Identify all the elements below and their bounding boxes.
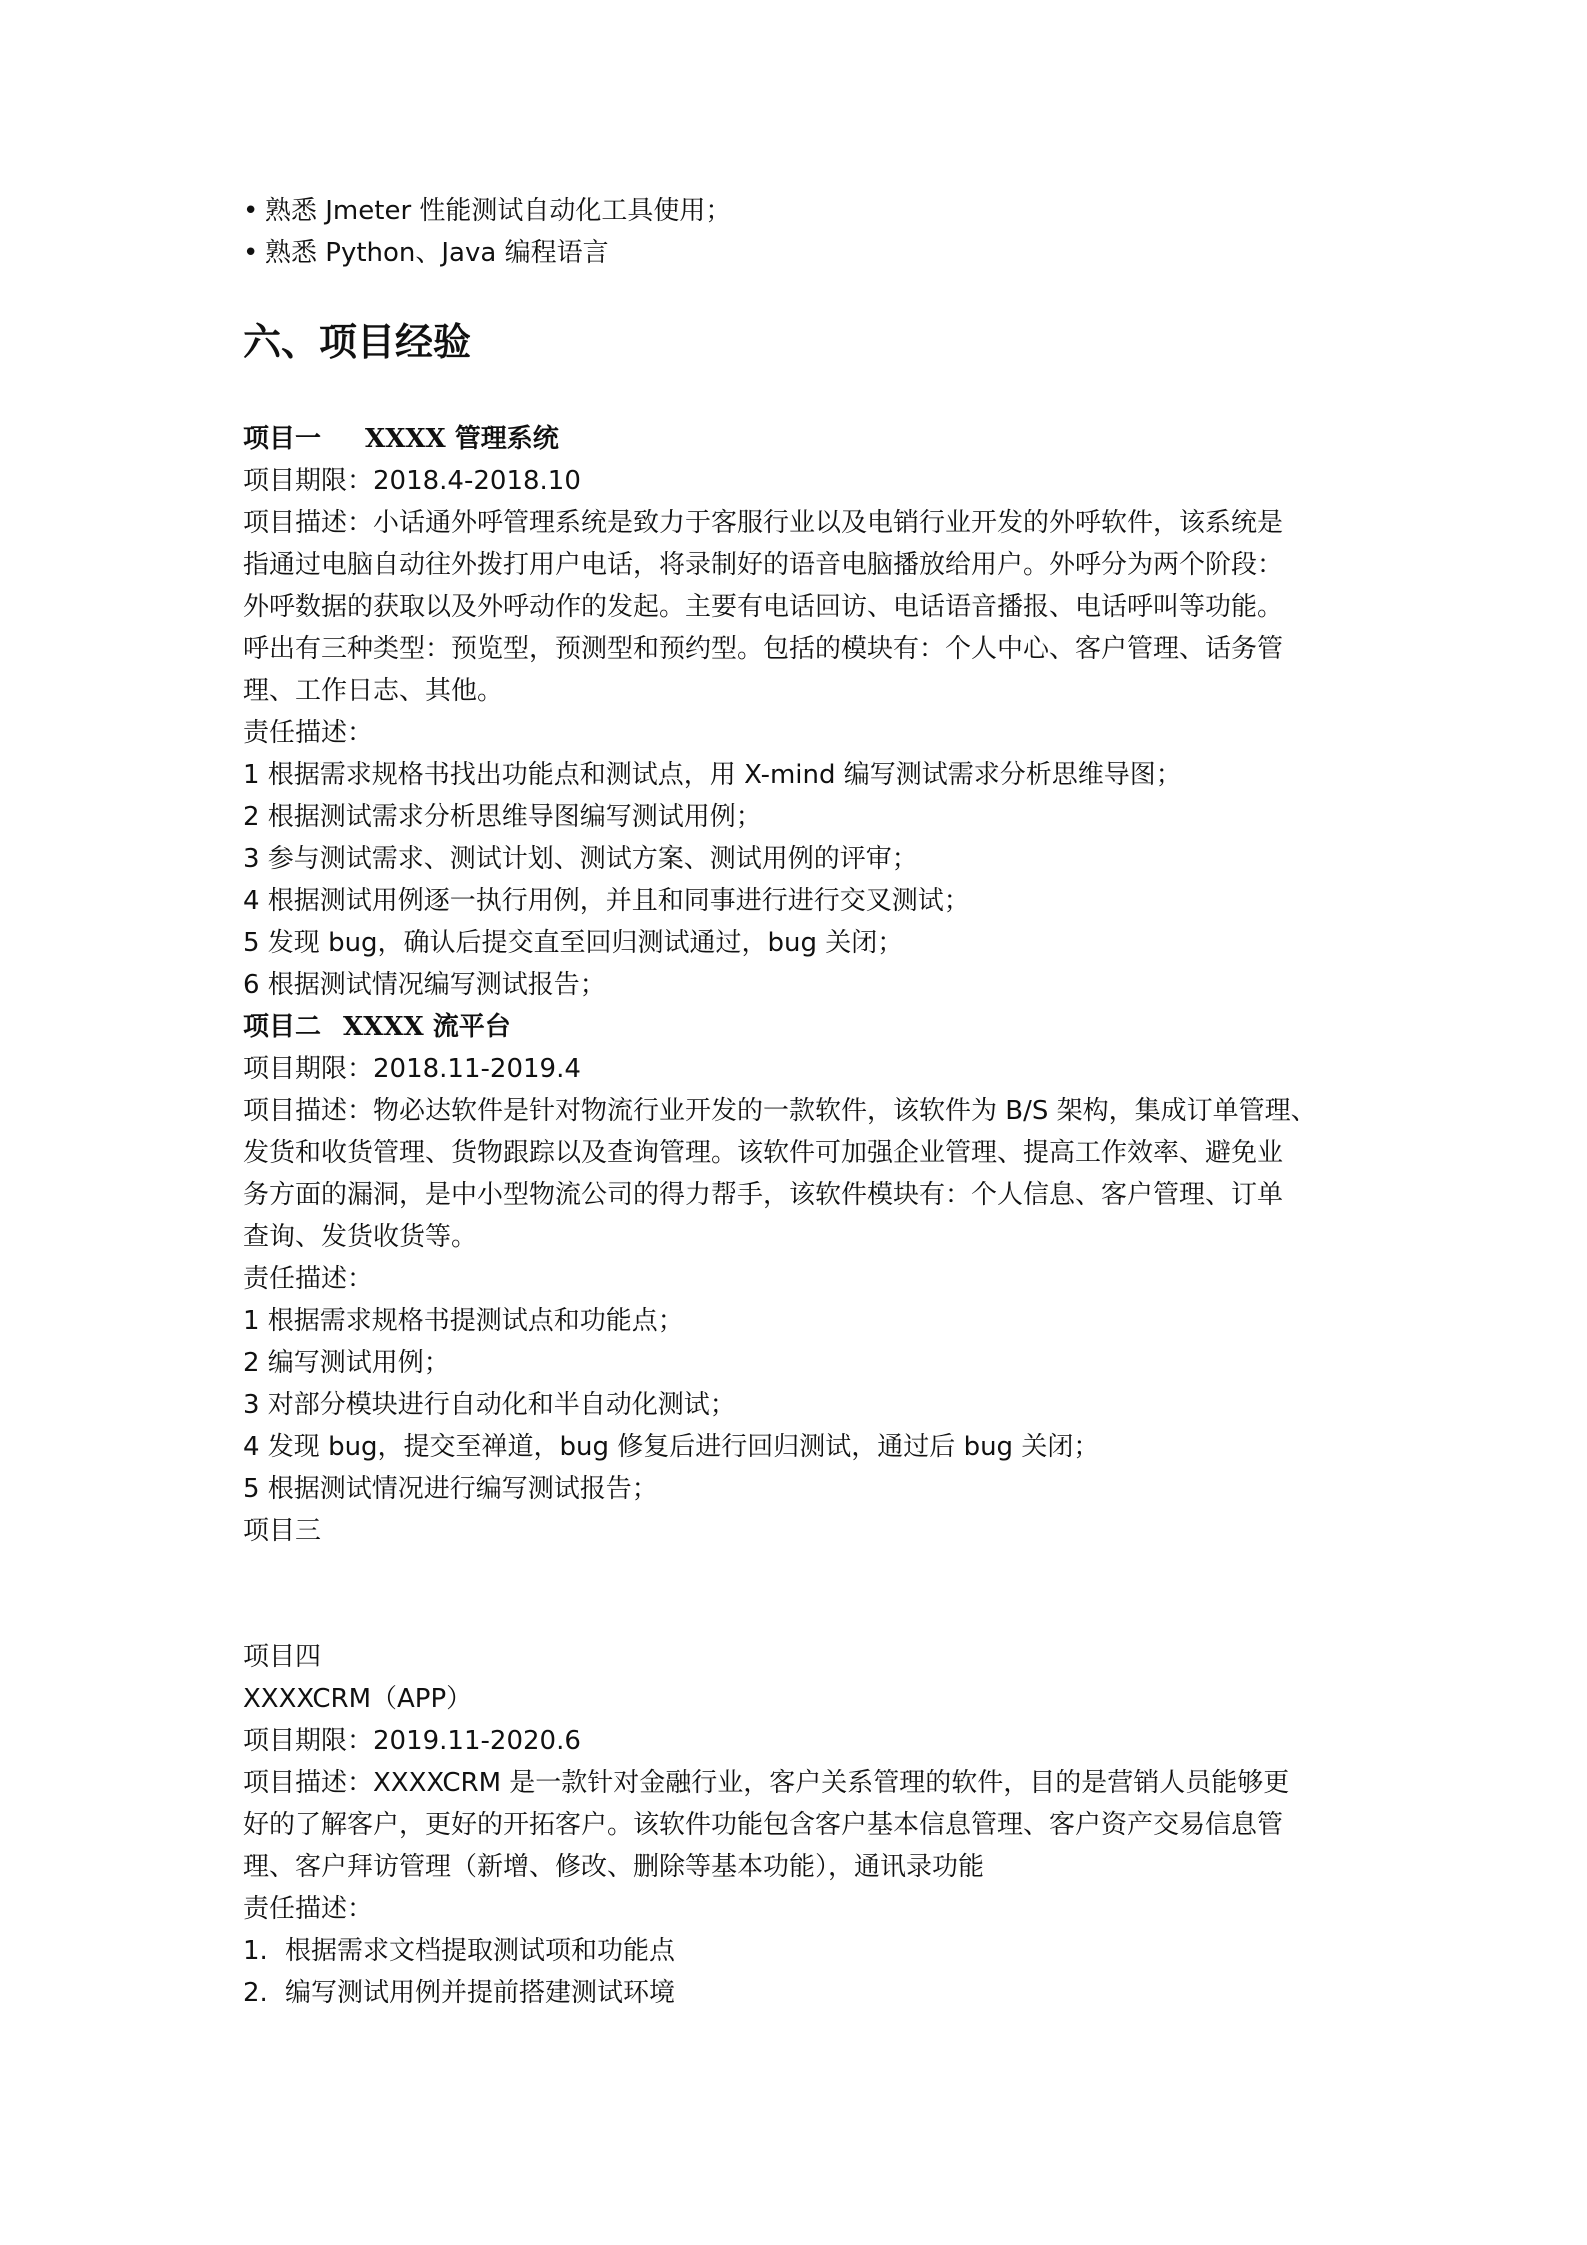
project-description-line: 指通过电脑自动往外拨打用户电话，将录制好的语音电脑播放给用户。外呼分为两个阶段： [243, 550, 1284, 580]
project-name: XXXX 管理系统 [365, 424, 559, 454]
responsibility-label: 责任描述： [243, 1264, 374, 1294]
project-description-line: 发货和收货管理、货物跟踪以及查询管理。该软件可加强企业管理、提高工作效率、避免业 [243, 1138, 1284, 1168]
responsibility-item [243, 1972, 1363, 2014]
skill-text: 熟悉 Jmeter 性能测试自动化工具使用； [265, 196, 732, 226]
project-description-line: 项目描述：XXXXCRM 是一款针对金融行业，客户关系管理的软件，目的是营销人员能够更 [243, 1768, 1290, 1798]
project-name: XXXXCRM（APP） [243, 1684, 473, 1714]
project-label: 项目四 [243, 1642, 322, 1672]
project-description-line: 好的了解客户，更好的开拓客户。该软件功能包含客户基本信息管理、客户资产交易信息管 [243, 1810, 1284, 1840]
project-description-line: 理、工作日志、其他。 [243, 676, 504, 706]
responsibility-item: 5 发现 bug，确认后提交直至回归测试通过，bug 关闭； [243, 928, 904, 958]
responsibility-item: 3 对部分模块进行自动化和半自动化测试； [243, 1390, 736, 1420]
responsibility-item: 4 根据测试用例逐一执行用例，并且和同事进行进行交叉测试； [243, 886, 970, 916]
list-number: 2. [243, 1978, 268, 2008]
project-description-line: 外呼数据的获取以及外呼动作的发起。主要有电话回访、电话语音播报、电话呼叫等功能。 [243, 592, 1284, 622]
project-label: 项目一 [243, 424, 322, 454]
responsibility-item: 4 发现 bug，提交至禅道，bug 修复后进行回归测试，通过后 bug 关闭； [243, 1432, 1100, 1462]
project-label: 项目三 [243, 1516, 322, 1546]
project-description-line: 查询、发货收货等。 [243, 1222, 478, 1252]
responsibility-item: 2 根据测试需求分析思维导图编写测试用例； [243, 802, 762, 832]
project-description-line: 理、客户拜访管理（新增、修改、删除等基本功能），通讯录功能 [243, 1852, 985, 1882]
responsibility-item: 1 根据需求规格书提测试点和功能点； [243, 1306, 684, 1336]
responsibility-item: 1 根据需求规格书找出功能点和测试点，用 X-mind 编写测试需求分析思维导图； [243, 760, 1182, 790]
project-description-line: 项目描述：物必达软件是针对物流行业开发的一款软件，该软件为 B/S 架构，集成订单管理、 [243, 1096, 1317, 1126]
project-period: 项目期限：2019.11-2020.6 [243, 1726, 581, 1756]
responsibility-item [243, 1930, 1363, 1972]
list-number: 1. [243, 1936, 268, 1966]
section-heading: 六、项目经验 [243, 320, 472, 364]
bullet-dot-icon: • [243, 238, 259, 268]
project-period: 项目期限：2018.4-2018.10 [243, 466, 581, 496]
skill-bullet-item [243, 232, 1363, 274]
responsibility-label: 责任描述： [243, 718, 374, 748]
responsibility-item: 2 编写测试用例； [243, 1348, 450, 1378]
project-title [243, 1006, 1363, 1048]
bullet-dot-icon: • [243, 196, 259, 226]
project-period: 项目期限：2018.11-2019.4 [243, 1054, 581, 1084]
project-description-line: 项目描述：小话通外呼管理系统是致力于客服行业以及电销行业开发的外呼软件，该系统是 [243, 508, 1284, 538]
skill-bullet-item [243, 190, 1363, 232]
responsibility-item: 5 根据测试情况进行编写测试报告； [243, 1474, 658, 1504]
project-description-line: 呼出有三种类型：预览型，预测型和预约型。包括的模块有：个人中心、客户管理、话务管 [243, 634, 1284, 664]
project-label: 项目二 [243, 1012, 322, 1042]
responsibility-text: 根据需求文档提取测试项和功能点 [285, 1936, 676, 1966]
responsibility-text: 编写测试用例并提前搭建测试环境 [285, 1978, 676, 2008]
responsibility-item: 6 根据测试情况编写测试报告； [243, 970, 606, 1000]
project-name: XXXX 流平台 [343, 1012, 511, 1042]
project-title [243, 418, 1363, 460]
skill-text: 熟悉 Python、Java 编程语言 [265, 238, 609, 268]
project-description-line: 务方面的漏洞，是中小型物流公司的得力帮手，该软件模块有：个人信息、客户管理、订单 [243, 1180, 1284, 1210]
responsibility-item: 3 参与测试需求、测试计划、测试方案、测试用例的评审； [243, 844, 918, 874]
document-content [243, 190, 1363, 2014]
blank-space [243, 1552, 1363, 1636]
responsibility-label: 责任描述： [243, 1894, 374, 1924]
